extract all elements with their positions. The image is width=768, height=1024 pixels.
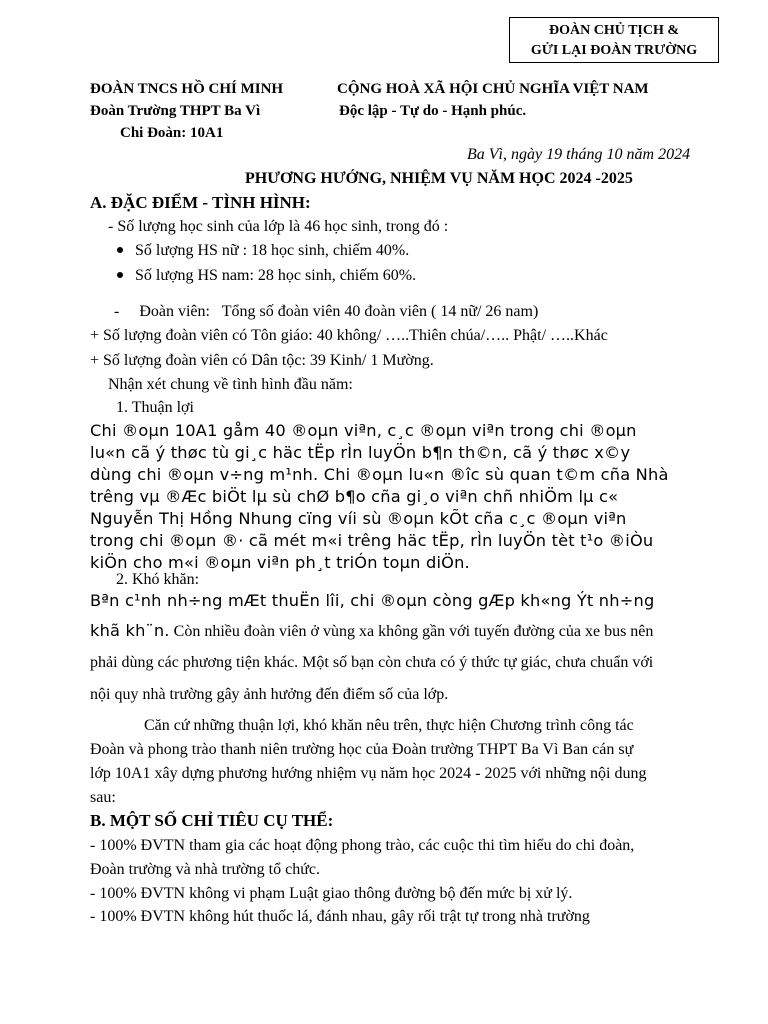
section-a-heading: A. ĐẶC ĐIỂM - TÌNH HÌNH: bbox=[90, 193, 311, 212]
difficulties-line: Bªn c¹nh nh÷ng mÆt thuËn lîi, chi ®oµn còng gÆp kh«ng Ýt nh÷ng bbox=[90, 591, 655, 610]
basis-line: Căn cứ những thuận lợi, khó khăn nêu trên, thực hiện Chương trình công tác bbox=[144, 717, 634, 734]
difficulties-line bbox=[90, 620, 653, 642]
advantages-label: 1. Thuận lợi bbox=[116, 399, 194, 416]
class-unit: Chi Đoàn: 10A1 bbox=[120, 125, 224, 141]
bullet-male: Số lượng HS nam: 28 học sinh, chiếm 60%. bbox=[135, 267, 417, 284]
advantages-line: lu«n cã ý thøc tù gi¸c häc tËp rÌn luyÖn b¶n th©n, cã ý thøc x©y bbox=[90, 443, 631, 462]
student-count: - Số lượng học sinh của lớp là 46 học sinh, trong đó : bbox=[108, 218, 449, 235]
general-remark: Nhận xét chung về tình hình đầu năm: bbox=[108, 376, 353, 393]
basis-line: Đoàn và phong trào thanh niên trường học của Đoàn trường THPT Ba Vì Ban cán sự bbox=[90, 741, 634, 758]
bullet-icon bbox=[117, 247, 123, 253]
org-name: ĐOÀN TNCS HỒ CHÍ MINH bbox=[90, 81, 284, 97]
ethnicity-stats: + Số lượng đoàn viên có Dân tộc: 39 Kinh/ 1 Mường. bbox=[90, 352, 434, 369]
advantages-line: Nguyễn Thị Hồng Nhung cïng víi sù ®oµn kÕt cña c¸c ®oµn viªn bbox=[90, 509, 627, 528]
target-line: Đoàn trường và nhà trường tổ chức. bbox=[90, 861, 320, 878]
difficulties-label: 2. Khó khăn: bbox=[116, 571, 200, 588]
advantages-line: trong chi ®oµn ®· cã mét m«i trêng häc tËp, rÌn luyÖn tèt t¹o ®iÒu bbox=[90, 531, 654, 550]
stamp-box bbox=[509, 17, 719, 63]
advantages-line: trêng vµ ®Æc biÖt lµ sù chØ b¶o cña gi¸o viªn chñ nhiÖm lµ c« bbox=[90, 487, 619, 506]
bullet-female: Số lượng HS nữ : 18 học sinh, chiếm 40%. bbox=[135, 242, 410, 259]
doan-vien-total: - Đoàn viên: Tổng số đoàn viên 40 đoàn viên ( 14 nữ/ 26 nam) bbox=[114, 303, 539, 320]
nation-title: CỘNG HOÀ XÃ HỘI CHỦ NGHĨA VIỆT NAM bbox=[337, 81, 649, 97]
basis-line: lớp 10A1 xây dựng phương hướng nhiệm vụ năm học 2024 - 2025 với những nội dung bbox=[90, 765, 647, 782]
stamp-line-2: GỬI LẠI ĐOÀN TRƯỜNG bbox=[530, 43, 698, 58]
target-line: - 100% ĐVTN không vi phạm Luật giao thông đường bộ đến mức bị xử lý. bbox=[90, 885, 573, 902]
stamp-line-1: ĐOÀN CHỦ TỊCH & bbox=[548, 23, 680, 38]
basis-line: sau: bbox=[90, 789, 116, 806]
date-line: Ba Vì, ngày 19 tháng 10 năm 2024 bbox=[467, 146, 691, 163]
target-line: - 100% ĐVTN tham gia các hoạt động phong trào, các cuộc thi tìm hiểu do chi đoàn, bbox=[90, 837, 635, 854]
religion-stats: + Số lượng đoàn viên có Tôn giáo: 40 không/ …..Thiên chúa/….. Phật/ …..Khác bbox=[90, 327, 608, 344]
difficulties-text: Còn nhiều đoàn viên ở vùng xa không gần với tuyến đường của xe bus nên bbox=[169, 623, 654, 640]
difficulties-legacy-text: khã kh¨n. bbox=[90, 621, 170, 640]
section-b-heading: B. MỘT SỐ CHỈ TIÊU CỤ THỂ: bbox=[90, 811, 334, 830]
difficulties-line: phải dùng các phương tiện khác. Một số bạn còn chưa có ý thức tự giác, chưa chuẩn với bbox=[90, 654, 654, 671]
advantages-line: Chi ®oµn 10A1 gåm 40 ®oµn viªn, c¸c ®oµn viªn trong chi ®oµn bbox=[90, 421, 637, 440]
school-name: Đoàn Trường THPT Ba Vì bbox=[90, 103, 261, 119]
difficulties-line: nội quy nhà trường gây ảnh hưởng đến điểm số của lớp. bbox=[90, 686, 449, 703]
nation-motto: Độc lập - Tự do - Hạnh phúc. bbox=[339, 103, 527, 119]
advantages-line: kiÖn cho m«i ®oµn viªn ph¸t triÓn toµn diÖn. bbox=[90, 553, 470, 572]
target-line: - 100% ĐVTN không hút thuốc lá, đánh nhau, gây rối trật tự trong nhà trường bbox=[90, 908, 590, 925]
bullet-icon bbox=[117, 272, 123, 278]
document-title: PHƯƠNG HƯỚNG, NHIỆM VỤ NĂM HỌC 2024 -2025 bbox=[245, 170, 633, 187]
advantages-line: dùng chi ®oµn v÷ng m¹nh. Chi ®oµn lu«n ®îc sù quan t©m cña Nhà bbox=[90, 465, 669, 484]
